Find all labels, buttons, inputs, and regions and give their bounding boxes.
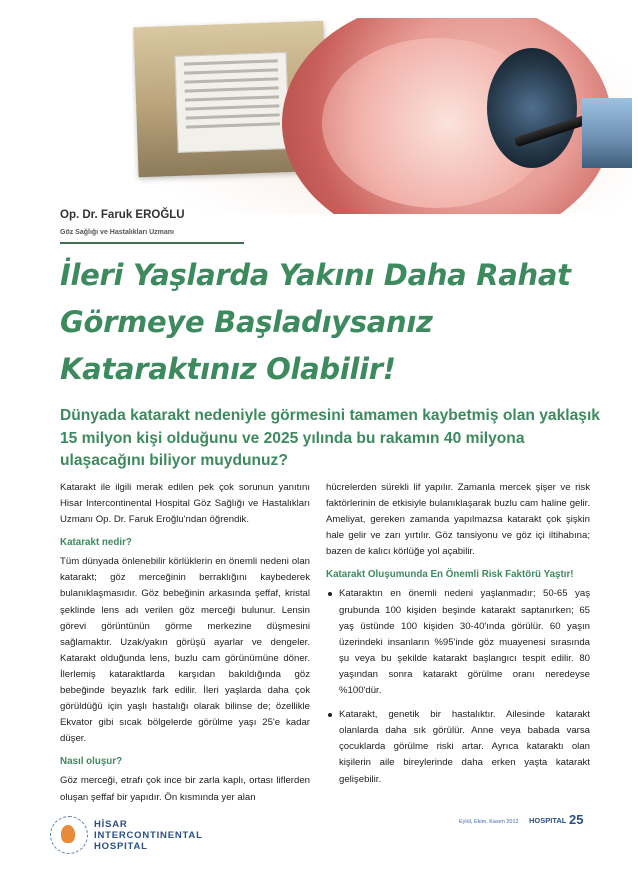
author-name: Op. Dr. Faruk EROĞLU xyxy=(60,209,185,221)
section-heading: Nasıl oluşur? xyxy=(60,756,123,768)
page-title xyxy=(60,252,600,393)
hero-illustration xyxy=(132,18,632,214)
newspaper xyxy=(174,52,289,153)
author-title: Göz Sağlığı ve Hastalıkları Uzmanı xyxy=(60,229,174,236)
logo-text: HOSPITAL xyxy=(94,841,148,852)
hospital-logo xyxy=(50,816,210,860)
title-line-2: Görmeye Başladıysanız xyxy=(60,305,433,339)
list-item: Katarakt, genetik bir hastalıktır. Ailesinde katarakt olanlarda daha sık görülür. Anne veya babada varsa çocuklarda görülme riski artar. Ayrıca kataraktı olan kişilerin aile bireylerinde daha erken yaşta katarakt gelişebilir. xyxy=(326,707,590,787)
left-column xyxy=(60,480,310,814)
issue-date: Eylül, Ekim, Kasım 2012 xyxy=(459,819,519,825)
body-paragraph: hücrelerden sürekli lif yapılır. Zamanla mercek şişer ve risk faktörlerinin de etkisiyle bulanıklaşarak buzlu cam haline gelir. Ameliyat, gereken zamanda yapılmazsa katarakt çok şişkin hale gelir ve zarı yırtılır. Göz tansiyonu ve göz içi iltihabına; bazen de kalıcı körlüğe yol açabilir. xyxy=(326,482,590,558)
title-line-3: Kataraktınız Olabilir! xyxy=(60,352,396,386)
section-heading: Katarakt nedir? xyxy=(60,537,132,549)
right-column xyxy=(326,480,590,796)
list-item: Kataraktın en önemli nedeni yaşlanmadır; 50-65 yaş grubunda 100 kişiden beşinde katarakt saptanırken; 65 yaş üstünde 100 kişiden 30-40'ında görülür. 60 yaşın üzerindeki insanların %95'inde göz muayenesi sırasında şu veya bu şekilde katarakt başlangıcı tespit edilir. 80 yaşından sonra katarakt görülme oranı neredeyse %100'dür. xyxy=(326,586,590,699)
logo-text: HİSAR xyxy=(94,819,128,830)
risk-factor-list xyxy=(326,586,590,787)
divider xyxy=(60,242,244,244)
title-line-1: İleri Yaşlarda Yakını Daha Rahat xyxy=(60,258,571,292)
body-paragraph: Tüm dünyada önlenebilir körlüklerin en önemli nedeni olan katarakt; göz merceğinin berraklığını kaybederek bulanıklaşmasıdır. Göz bebeğinin arkasında şeffaf, kristal şeklinde lens adı verilen göz merceği bulunur. Lensin görevi görüntünün görme merkezine düşmesini sağlamaktır. Uzak/yakın görüşü ayarlar ve dengeler. Katarakt olduğunda lens, buzlu cam görünümüne döner. İlerlemiş kataraktlarda karşıdan bakıldığında göz bebeğinde beyazlık fark edilir. İleri yaşlarda daha çok görüldüğü için yaşlı hastalığı olarak bilinse de; özellikle Ekvator gibi sıcak bölgelerde görülme yaşı 25'e kadar düşer. xyxy=(60,556,310,745)
city-skyline-image xyxy=(582,98,632,168)
page-number: 25 xyxy=(569,812,584,827)
magazine-name: HOSPITAL xyxy=(529,816,567,825)
subtitle: Dünyada katarakt nedeniyle görmesini tamamen kaybetmiş olan yaklaşık 15 milyon kişi olduğunu ve 2025 yılında bu rakamın 40 milyona ulaşacağını biliyor muydunuz? xyxy=(60,407,600,469)
intro-paragraph: Katarakt ile ilgili merak edilen pek çok sorunun yanıtını Hisar Intercontinental Hospital Göz Sağlığı ve Hastalıkları Uzmanı Op. Dr. Faruk Eroğlu'ndan öğrendik. xyxy=(60,482,310,526)
body-paragraph: Göz merceği, etrafı çok ince bir zarla kaplı, ortası liflerden oluşan şeffaf bir yapıdır. Ön kısmında yer alan xyxy=(60,775,310,803)
section-heading: Katarakt Oluşumunda En Önemli Risk Faktörü Yaştır! xyxy=(326,569,574,581)
logo-seal-icon xyxy=(50,816,88,854)
eye-lens xyxy=(487,48,577,168)
logo-text: INTERCONTINENTAL xyxy=(94,830,203,841)
